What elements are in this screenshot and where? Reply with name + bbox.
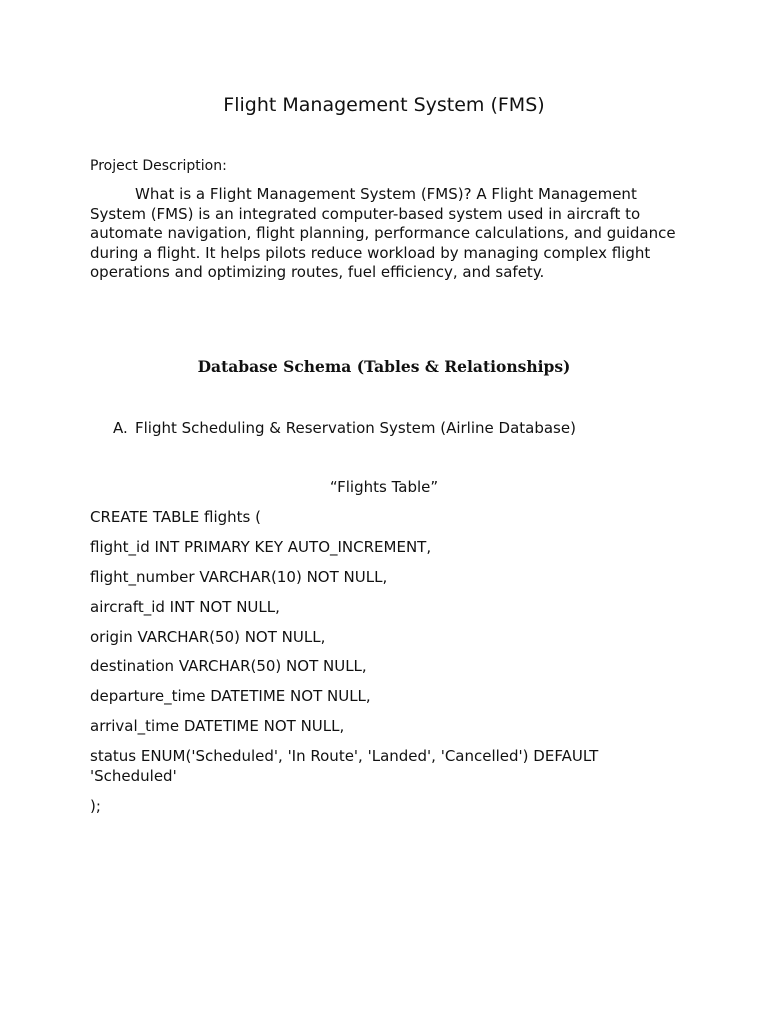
sql-line: status ENUM('Scheduled', 'In Route', 'Landed', 'Cancelled') DEFAULT 'Scheduled' xyxy=(90,747,599,785)
sql-line: CREATE TABLE flights ( xyxy=(90,508,261,526)
schema-heading: Database Schema (Tables & Relationships) xyxy=(197,357,571,376)
sql-line: flight_id INT PRIMARY KEY AUTO_INCREMENT, xyxy=(90,537,432,556)
project-description-label: Project Description: xyxy=(90,158,227,174)
section-title: Flight Scheduling & Reservation System (Airline Database) xyxy=(135,419,576,437)
section-letter: A. xyxy=(113,419,128,437)
sql-line: departure_time DATETIME NOT NULL, xyxy=(90,687,371,706)
document-title: Flight Management System (FMS) xyxy=(223,94,545,116)
sql-line: aircraft_id INT NOT NULL, xyxy=(90,597,280,616)
sql-line: origin VARCHAR(50) NOT NULL, xyxy=(90,627,326,646)
sql-code-block xyxy=(90,508,650,827)
sql-line: destination VARCHAR(50) NOT NULL, xyxy=(90,657,367,676)
sql-line: flight_number VARCHAR(10) NOT NULL, xyxy=(90,567,388,586)
table-caption: “Flights Table” xyxy=(329,478,439,496)
project-description-text: What is a Flight Management System (FMS)? A Flight Management System (FMS) is an integrated computer-based system used in aircraft to automate navigation, flight planning, performance calculations, and guidance during a flight. It helps pilots reduce workload by managing complex flight operations and optimizing routes, fuel efficiency, and safety. xyxy=(90,185,676,282)
section-heading xyxy=(113,419,576,438)
sql-line: ); xyxy=(90,796,101,815)
sql-line: arrival_time DATETIME NOT NULL, xyxy=(90,717,345,736)
